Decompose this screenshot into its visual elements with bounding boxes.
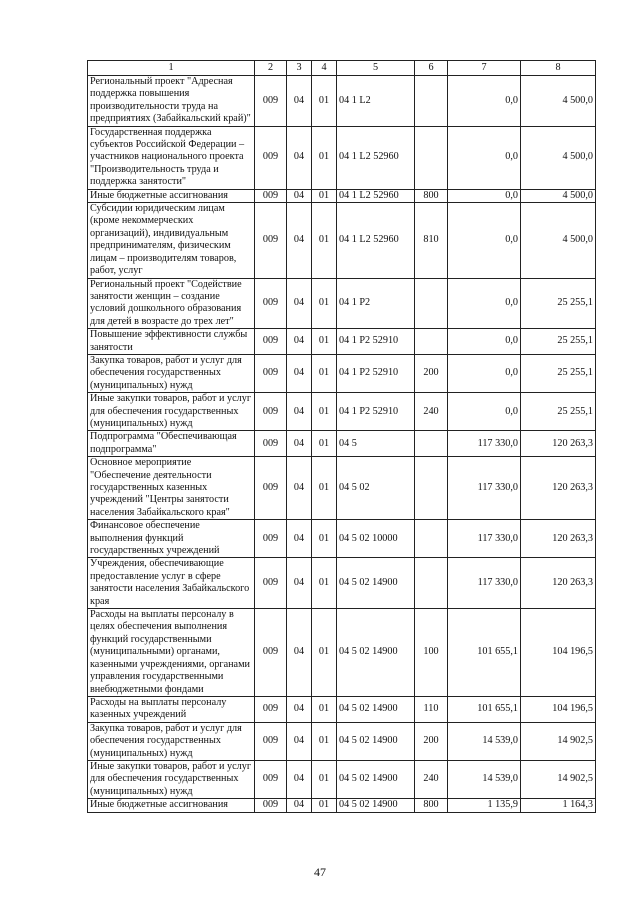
section-code-cell: 04 [287, 520, 312, 558]
target-article-cell: 04 1 P2 52910 [337, 329, 415, 355]
subsection-code-cell: 01 [312, 126, 337, 189]
section-code-cell: 04 [287, 76, 312, 127]
expense-type-cell [415, 558, 448, 609]
table-row [88, 126, 596, 189]
amount-year1-cell: 0,0 [448, 354, 521, 392]
row-name-cell: Финансовое обеспечение выполнения функций государственных учреждений [88, 520, 255, 558]
grbs-code-cell: 009 [255, 520, 287, 558]
section-code-cell: 04 [287, 799, 312, 812]
subsection-code-cell: 01 [312, 329, 337, 355]
header-cell: 6 [415, 61, 448, 76]
amount-year2-cell: 4 500,0 [521, 189, 596, 202]
section-code-cell: 04 [287, 203, 312, 278]
target-article-cell: 04 5 02 [337, 457, 415, 520]
amount-year1-cell: 0,0 [448, 278, 521, 329]
expense-type-cell: 810 [415, 203, 448, 278]
expense-type-cell: 800 [415, 799, 448, 812]
grbs-code-cell: 009 [255, 278, 287, 329]
target-article-cell: 04 1 L2 52960 [337, 189, 415, 202]
grbs-code-cell: 009 [255, 722, 287, 760]
target-article-cell: 04 1 L2 52960 [337, 203, 415, 278]
amount-year2-cell: 25 255,1 [521, 278, 596, 329]
subsection-code-cell: 01 [312, 799, 337, 812]
grbs-code-cell: 009 [255, 203, 287, 278]
amount-year2-cell: 120 263,3 [521, 457, 596, 520]
amount-year1-cell: 117 330,0 [448, 457, 521, 520]
table-row [88, 393, 596, 431]
row-name-cell: Расходы на выплаты персоналу в целях обеспечения выполнения функций государственными (муниципальными) органами, казенными учреждениями, органами управления государственными внебюджетными фондами [88, 609, 255, 697]
table-row [88, 76, 596, 127]
subsection-code-cell: 01 [312, 203, 337, 278]
section-code-cell: 04 [287, 457, 312, 520]
header-row [88, 61, 596, 76]
row-name-cell: Региональный проект "Адресная поддержка повышения производительности труда на предприятиях (Забайкальский край)" [88, 76, 255, 127]
table-row [88, 457, 596, 520]
expense-type-cell [415, 329, 448, 355]
section-code-cell: 04 [287, 393, 312, 431]
amount-year2-cell: 4 500,0 [521, 126, 596, 189]
target-article-cell: 04 1 P2 52910 [337, 393, 415, 431]
row-name-cell: Иные бюджетные ассигнования [88, 189, 255, 202]
target-article-cell: 04 1 L2 [337, 76, 415, 127]
amount-year1-cell: 0,0 [448, 189, 521, 202]
table-row [88, 696, 596, 722]
expense-type-cell [415, 278, 448, 329]
page-number: 47 [314, 865, 326, 879]
row-name-cell: Региональный проект "Содействие занятости женщин – создание условий дошкольного образования для детей в возрасте до трех лет" [88, 278, 255, 329]
amount-year1-cell: 101 655,1 [448, 609, 521, 697]
target-article-cell: 04 5 02 10000 [337, 520, 415, 558]
header-cell: 2 [255, 61, 287, 76]
subsection-code-cell: 01 [312, 609, 337, 697]
amount-year2-cell: 104 196,5 [521, 696, 596, 722]
row-name-cell: Повышение эффективности службы занятости [88, 329, 255, 355]
expense-type-cell: 200 [415, 722, 448, 760]
expense-type-cell [415, 457, 448, 520]
amount-year1-cell: 0,0 [448, 393, 521, 431]
expense-type-cell: 240 [415, 760, 448, 798]
target-article-cell: 04 5 [337, 431, 415, 457]
subsection-code-cell: 01 [312, 520, 337, 558]
section-code-cell: 04 [287, 189, 312, 202]
amount-year1-cell: 0,0 [448, 203, 521, 278]
amount-year1-cell: 0,0 [448, 76, 521, 127]
row-name-cell: Основное мероприятие "Обеспечение деятельности государственных казенных учреждений "Центры занятости населения Забайкальского края" [88, 457, 255, 520]
expense-type-cell [415, 520, 448, 558]
grbs-code-cell: 009 [255, 799, 287, 812]
grbs-code-cell: 009 [255, 329, 287, 355]
expense-type-cell: 240 [415, 393, 448, 431]
target-article-cell: 04 5 02 14900 [337, 609, 415, 697]
subsection-code-cell: 01 [312, 760, 337, 798]
grbs-code-cell: 009 [255, 189, 287, 202]
grbs-code-cell: 009 [255, 431, 287, 457]
table-row [88, 558, 596, 609]
subsection-code-cell: 01 [312, 558, 337, 609]
row-name-cell: Субсидии юридическим лицам (кроме некоммерческих организаций), индивидуальным предпринимателям, физическим лицам – производителям товаров, работ, услуг [88, 203, 255, 278]
subsection-code-cell: 01 [312, 278, 337, 329]
amount-year1-cell: 14 539,0 [448, 760, 521, 798]
amount-year2-cell: 4 500,0 [521, 76, 596, 127]
amount-year2-cell: 120 263,3 [521, 558, 596, 609]
expense-type-cell: 110 [415, 696, 448, 722]
subsection-code-cell: 01 [312, 189, 337, 202]
header-cell: 1 [88, 61, 255, 76]
table-row [88, 203, 596, 278]
amount-year1-cell: 117 330,0 [448, 558, 521, 609]
amount-year2-cell: 120 263,3 [521, 520, 596, 558]
amount-year1-cell: 117 330,0 [448, 431, 521, 457]
section-code-cell: 04 [287, 558, 312, 609]
row-name-cell: Иные закупки товаров, работ и услуг для обеспечения государственных (муниципальных) нужд [88, 393, 255, 431]
row-name-cell: Закупка товаров, работ и услуг для обеспечения государственных (муниципальных) нужд [88, 354, 255, 392]
header-cell: 7 [448, 61, 521, 76]
subsection-code-cell: 01 [312, 722, 337, 760]
section-code-cell: 04 [287, 609, 312, 697]
table-row [88, 354, 596, 392]
amount-year2-cell: 14 902,5 [521, 760, 596, 798]
table-row [88, 520, 596, 558]
target-article-cell: 04 1 L2 52960 [337, 126, 415, 189]
subsection-code-cell: 01 [312, 354, 337, 392]
grbs-code-cell: 009 [255, 609, 287, 697]
expense-type-cell [415, 126, 448, 189]
row-name-cell: Иные закупки товаров, работ и услуг для обеспечения государственных (муниципальных) нужд [88, 760, 255, 798]
amount-year1-cell: 0,0 [448, 126, 521, 189]
row-name-cell: Учреждения, обеспечивающие предоставление услуг в сфере занятости населения Забайкальского края [88, 558, 255, 609]
table-row [88, 760, 596, 798]
amount-year2-cell: 4 500,0 [521, 203, 596, 278]
table-row [88, 799, 596, 812]
expense-type-cell [415, 431, 448, 457]
target-article-cell: 04 5 02 14900 [337, 799, 415, 812]
target-article-cell: 04 1 P2 52910 [337, 354, 415, 392]
amount-year2-cell: 25 255,1 [521, 354, 596, 392]
amount-year1-cell: 1 135,9 [448, 799, 521, 812]
row-name-cell: Расходы на выплаты персоналу казенных учреждений [88, 696, 255, 722]
expense-type-cell: 800 [415, 189, 448, 202]
grbs-code-cell: 009 [255, 457, 287, 520]
amount-year2-cell: 120 263,3 [521, 431, 596, 457]
row-name-cell: Иные бюджетные ассигнования [88, 799, 255, 812]
grbs-code-cell: 009 [255, 558, 287, 609]
grbs-code-cell: 009 [255, 696, 287, 722]
target-article-cell: 04 5 02 14900 [337, 722, 415, 760]
amount-year1-cell: 117 330,0 [448, 520, 521, 558]
amount-year1-cell: 101 655,1 [448, 696, 521, 722]
target-article-cell: 04 5 02 14900 [337, 558, 415, 609]
table-row [88, 722, 596, 760]
section-code-cell: 04 [287, 126, 312, 189]
target-article-cell: 04 5 02 14900 [337, 696, 415, 722]
section-code-cell: 04 [287, 278, 312, 329]
subsection-code-cell: 01 [312, 76, 337, 127]
section-code-cell: 04 [287, 760, 312, 798]
expense-type-cell: 100 [415, 609, 448, 697]
section-code-cell: 04 [287, 329, 312, 355]
header-cell: 5 [337, 61, 415, 76]
section-code-cell: 04 [287, 722, 312, 760]
amount-year2-cell: 1 164,3 [521, 799, 596, 812]
amount-year1-cell: 14 539,0 [448, 722, 521, 760]
expense-type-cell: 200 [415, 354, 448, 392]
amount-year2-cell: 104 196,5 [521, 609, 596, 697]
amount-year2-cell: 14 902,5 [521, 722, 596, 760]
section-code-cell: 04 [287, 696, 312, 722]
table-row [88, 278, 596, 329]
header-cell: 8 [521, 61, 596, 76]
table-row [88, 609, 596, 697]
grbs-code-cell: 009 [255, 760, 287, 798]
subsection-code-cell: 01 [312, 696, 337, 722]
section-code-cell: 04 [287, 431, 312, 457]
amount-year1-cell: 0,0 [448, 329, 521, 355]
table-row [88, 189, 596, 202]
expense-type-cell [415, 76, 448, 127]
table-body [88, 76, 596, 813]
amount-year2-cell: 25 255,1 [521, 393, 596, 431]
subsection-code-cell: 01 [312, 431, 337, 457]
grbs-code-cell: 009 [255, 354, 287, 392]
target-article-cell: 04 1 P2 [337, 278, 415, 329]
row-name-cell: Закупка товаров, работ и услуг для обеспечения государственных (муниципальных) нужд [88, 722, 255, 760]
header-cell: 3 [287, 61, 312, 76]
header-cell: 4 [312, 61, 337, 76]
section-code-cell: 04 [287, 354, 312, 392]
grbs-code-cell: 009 [255, 76, 287, 127]
subsection-code-cell: 01 [312, 393, 337, 431]
row-name-cell: Подпрограмма "Обеспечивающая подпрограмма" [88, 431, 255, 457]
target-article-cell: 04 5 02 14900 [337, 760, 415, 798]
row-name-cell: Государственная поддержка субъектов Российской Федерации – участников национального проекта "Производительность труда и поддержка занятости" [88, 126, 255, 189]
budget-table [87, 60, 596, 813]
grbs-code-cell: 009 [255, 126, 287, 189]
table-row [88, 329, 596, 355]
amount-year2-cell: 25 255,1 [521, 329, 596, 355]
subsection-code-cell: 01 [312, 457, 337, 520]
table-row [88, 431, 596, 457]
grbs-code-cell: 009 [255, 393, 287, 431]
